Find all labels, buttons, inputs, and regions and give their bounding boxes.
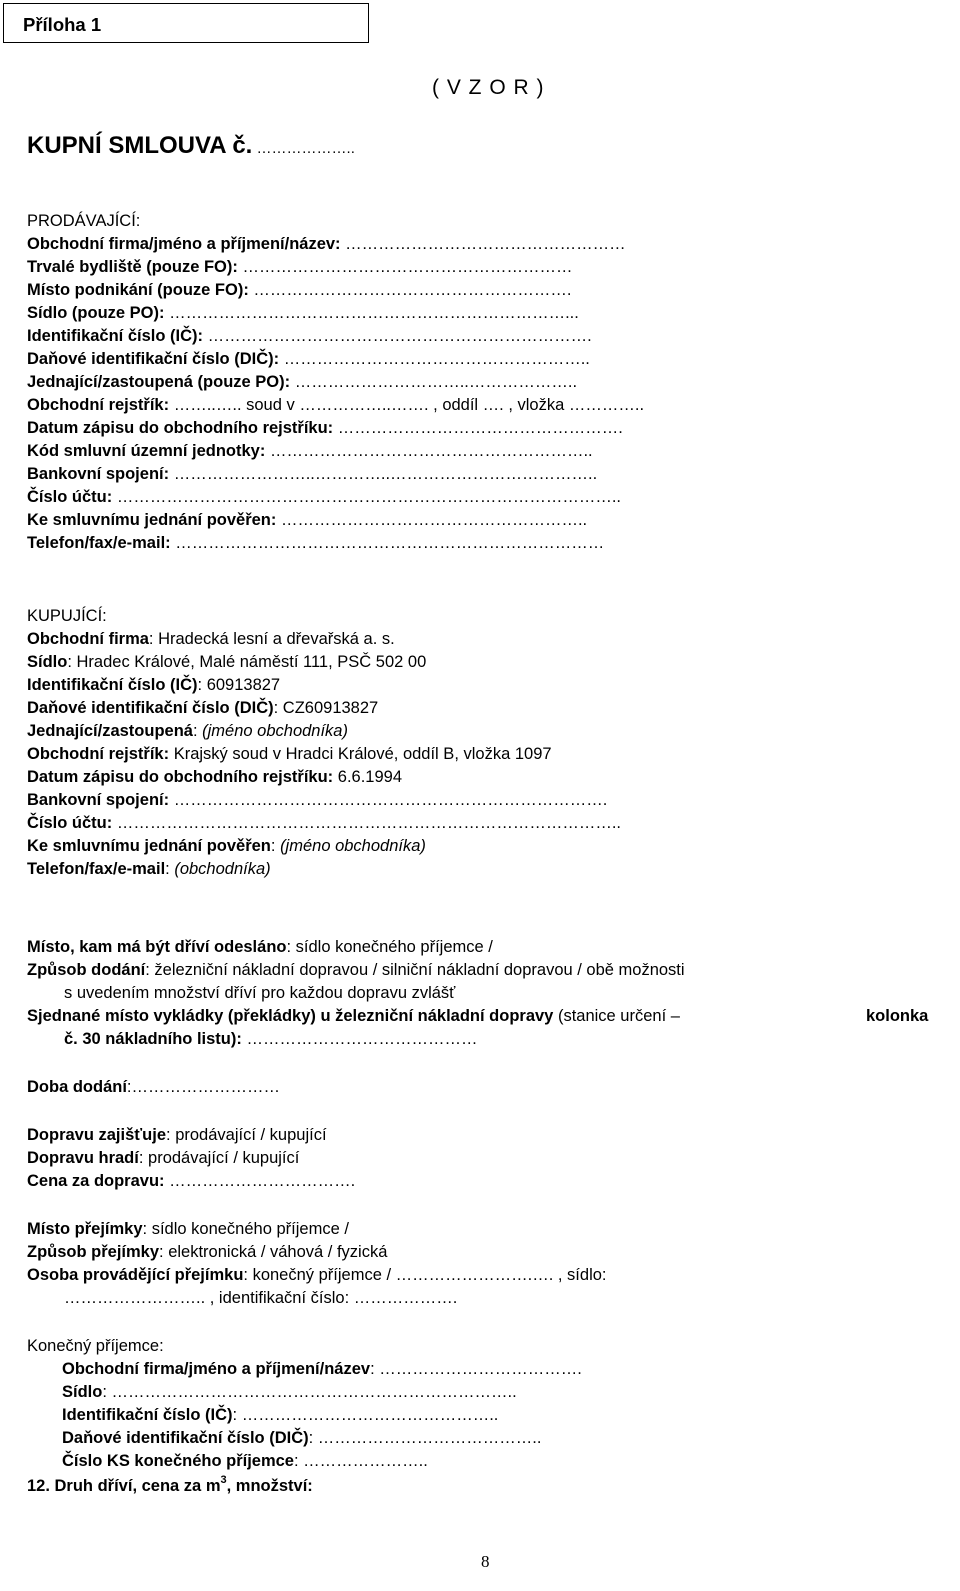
buyer-row: Sídlo: Hradec Králové, Malé náměstí 111, PSČ 502 00 [27, 653, 427, 671]
seller-row: Obchodní firma/jméno a příjmení/název: …………………………………………… [27, 235, 626, 253]
buyer-row: Obchodní rejstřík: Krajský soud v Hradci Králové, oddíl B, vložka 1097 [27, 745, 552, 763]
annex-label-box [3, 3, 369, 43]
title-text: KUPNÍ SMLOUVA č. [27, 132, 253, 159]
buyer-row: Identifikační číslo (IČ): 60913827 [27, 676, 281, 694]
unload-place-column: kolonka [866, 1007, 929, 1025]
transport-provider: Dopravu zajišťuje: prodávající / kupující [27, 1126, 327, 1144]
final-recipient-row: Daňové identifikační číslo (DIČ): ………………………………….. [62, 1429, 542, 1447]
buyer-row: Obchodní firma: Hradecká lesní a dřevařská a. s. [27, 630, 395, 648]
final-recipient-row: Obchodní firma/jméno a příjmení/název: ………………………………. [62, 1360, 582, 1378]
seller-heading: PRODÁVAJÍCÍ: [27, 212, 141, 230]
seller-row: Kód smluvní územní jednotky: ………………………………………………….. [27, 442, 593, 460]
seller-row: Identifikační číslo (IČ): ……………………………………………………………. [27, 327, 592, 345]
annex-label: Příloha 1 [23, 14, 102, 35]
transport-payer: Dopravu hradí: prodávající / kupující [27, 1149, 300, 1167]
acceptance-person: Osoba provádějící přejímku: konečný příjemce / …………………….…. , sídlo: [27, 1266, 607, 1284]
buyer-row: Datum zápisu do obchodního rejstříku: 6.6.1994 [27, 768, 402, 786]
buyer-row: Bankovní spojení: ……………………………………………………………………. [27, 791, 608, 809]
unload-place: Sjednané místo vykládky (překládky) u železniční nákladní dopravy (stanice určení – [27, 1007, 680, 1025]
acceptance-person-cont: …………………….. , identifikační číslo: ………………. [64, 1289, 458, 1307]
page-number: 8 [481, 1552, 490, 1571]
acceptance-method: Způsob přejímky: elektronická / váhová / fyzická [27, 1243, 388, 1261]
final-recipient-heading: Konečný příjemce: [27, 1337, 164, 1355]
buyer-row: Jednající/zastoupená: (jméno obchodníka) [27, 722, 348, 740]
transport-price: Cena za dopravu: ……………………………. [27, 1172, 356, 1190]
acceptance-place: Místo přejímky: sídlo konečného příjemce / [27, 1220, 349, 1238]
seller-row: Trvalé bydliště (pouze FO): …………………………………………………… [27, 258, 573, 276]
buyer-row: Číslo účtu: ……………………………………………………………………………….. [27, 814, 622, 832]
delivery-method-note: s uvedením množství dříví pro každou dopravu zvlášť [64, 984, 456, 1002]
seller-row: Obchodní rejstřík: ……..….. soud v ……………..……. , oddíl …. , vložka ………….. [27, 396, 645, 414]
seller-row: Ke smluvnímu jednání pověřen: ……………………………………………….. [27, 511, 588, 529]
seller-row: Číslo účtu: ……………………………………………………………………………….. [27, 488, 622, 506]
buyer-row: Ke smluvnímu jednání pověřen: (jméno obchodníka) [27, 837, 426, 855]
seller-row: Bankovní spojení: ……………………..…………..……………………………….. [27, 465, 598, 483]
seller-row: Místo podnikání (pouze FO): …………………………………………………. [27, 281, 572, 299]
delivery-method: Způsob dodání: železniční nákladní dopravou / silniční nákladní dopravou / obě možnosti [27, 961, 685, 979]
delivery-term: Doba dodání:……………………… [27, 1078, 281, 1096]
buyer-row: Daňové identifikační číslo (DIČ): CZ60913827 [27, 699, 379, 717]
sample-watermark-label: ( V Z O R ) [432, 76, 545, 99]
seller-row: Daňové identifikační číslo (DIČ): ……………………………………………….. [27, 350, 590, 368]
seller-row: Telefon/fax/e-mail: …………………………………………………………………… [27, 534, 605, 552]
final-recipient-row: Sídlo: ……………………………………………………………….. [62, 1383, 517, 1401]
seller-row: Datum zápisu do obchodního rejstříku: ……………………………………………. [27, 419, 623, 437]
seller-row: Jednající/zastoupená (pouze PO): …………………………..……………….. [27, 373, 578, 391]
dispatch-place: Místo, kam má být dříví odesláno: sídlo konečného příjemce / [27, 938, 493, 956]
buyer-heading: KUPUJÍCÍ: [27, 607, 107, 625]
document-title [27, 132, 355, 160]
final-recipient-row: Identifikační číslo (IČ): ……………………………………….. [62, 1406, 499, 1424]
title-contract-number: ……………….. [252, 140, 355, 157]
seller-row: Sídlo (pouze PO): ………………………………………………………………... [27, 304, 579, 322]
item-12-heading: 12. Druh dříví, cena za $m^3$, množství: [27, 1474, 313, 1495]
final-recipient-row: Číslo KS konečného příjemce: ………………….. [62, 1452, 428, 1470]
buyer-row: Telefon/fax/e-mail: (obchodníka) [27, 860, 271, 878]
unload-place-cont: č. 30 nákladního listu): …………………………………… [64, 1030, 478, 1048]
